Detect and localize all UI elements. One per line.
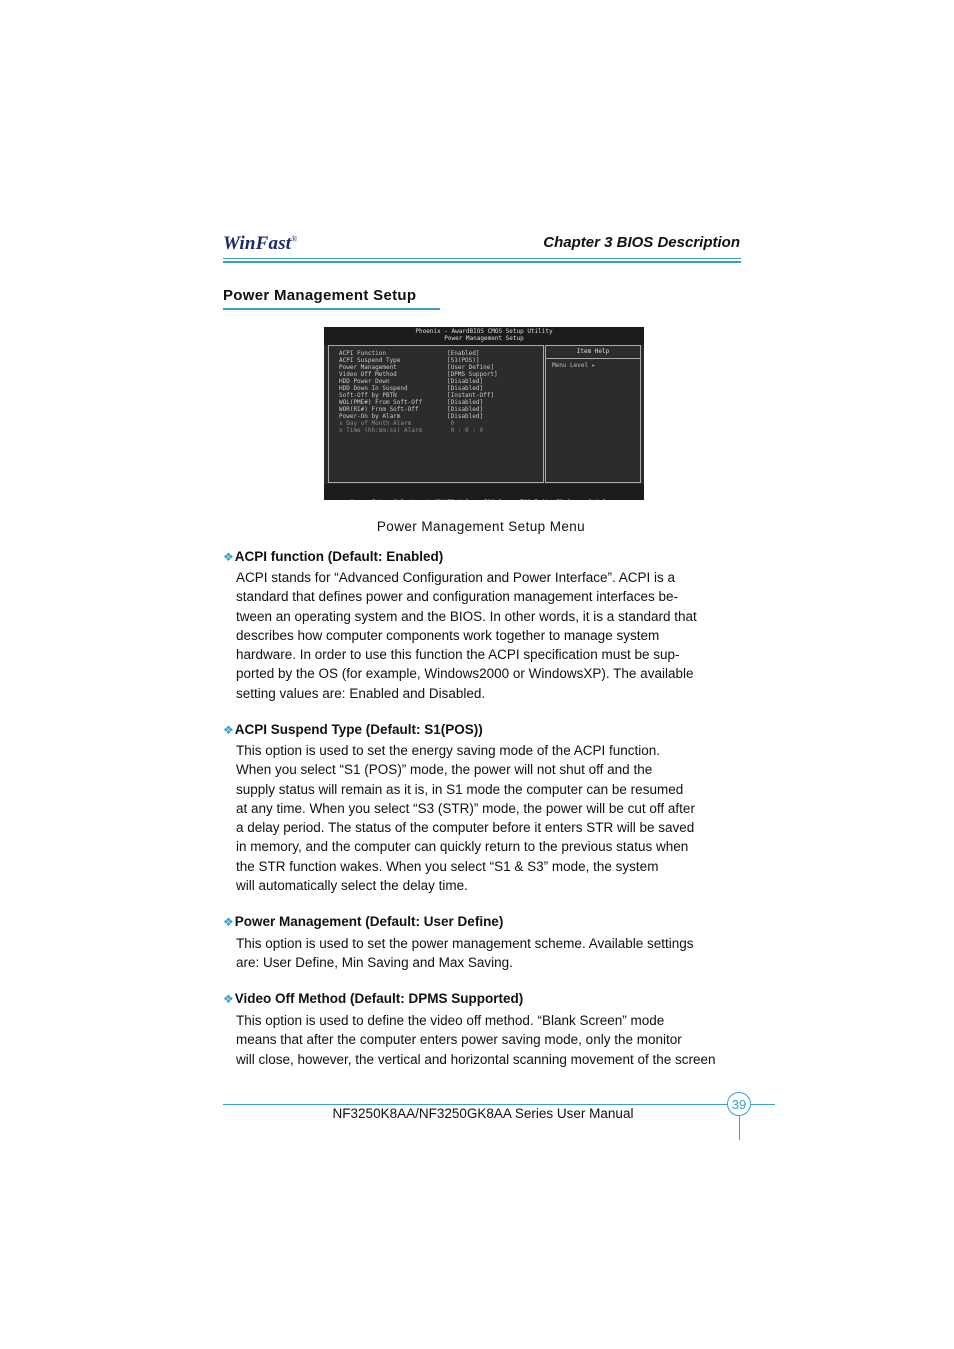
winfast-logo (223, 233, 298, 255)
bios-row: Video Off Method [DPMS Support] (339, 371, 498, 378)
bios-row: HDD Power Down [Disabled] (339, 378, 484, 385)
item-heading: ❖Power Management (Default: User Define) (223, 914, 504, 929)
bios-help-title: Item Help (546, 346, 640, 359)
bios-item-help-panel (545, 345, 641, 483)
item-heading: ❖Video Off Method (Default: DPMS Supported) (223, 991, 524, 1006)
bios-row: Soft-Off by PBTN [Instant-Off] (339, 392, 494, 399)
diamond-bullet-icon: ❖ (223, 723, 234, 737)
diamond-bullet-icon: ❖ (223, 992, 234, 1006)
bios-row: Power Management [User Define] (339, 364, 494, 371)
chapter-title: Chapter 3 BIOS Description (543, 234, 740, 251)
header-rule-thin (223, 258, 741, 259)
section-underline (223, 308, 440, 310)
bios-titlebar (324, 327, 644, 345)
figure-caption: Power Management Setup Menu (376, 519, 586, 534)
diamond-bullet-icon: ❖ (223, 550, 234, 564)
bios-help-body: Menu Level ▸ (552, 362, 596, 369)
page-number: 39 (727, 1092, 751, 1116)
bios-settings-panel (328, 345, 544, 483)
header-rule-thick (223, 261, 741, 263)
item-paragraph: ACPI stands for “Advanced Configuration and Power Interface”. ACPI is a standard that defines power and configuration management interfaces be- tween an operating system and the BIOS. In other words, it is a standard that describes how computer components work together to manage system hardware. In order to use this function the ACPI specification must be sup- ported by the OS (for example, Windows2000 or WindowsXP). The available setting values are: Enabled and Disabled. (236, 570, 697, 701)
item-paragraph: This option is used to define the video off method. “Blank Screen” mode means that after the computer enters power saving mode, only the monitor will close, however, the vertical and horizontal scanning movement of the screen (236, 1013, 716, 1067)
bios-row: x Time (hh:mm:ss) Alarm 0 : 0 : 0 (339, 427, 484, 434)
item-paragraph: This option is used to set the power management scheme. Available settings are: User Define, Min Saving and Max Saving. (236, 936, 694, 971)
bios-screenshot (324, 327, 644, 500)
manual-title: NF3250K8AA/NF3250GK8AA Series User Manual (332, 1106, 634, 1121)
logo-text: WinFast (223, 233, 292, 254)
item-paragraph: This option is used to set the energy saving mode of the ACPI function. When you select “S1 (POS)” mode, the power will not shut off and the supply status will remain as it is, in S1 mode the computer can be resumed at any time. When you select “S3 (STR)” mode, the power will be cut off after a delay period. The status of the computer before it enters STR will be saved in memory, and the computer can quickly return to the previous status when the STR function wakes. When you select “S1 & S3” mode, the system will automatically select the delay time. (236, 743, 695, 894)
bios-row: WOR(RI#) From Soft-Off [Disabled] (339, 406, 484, 413)
item-heading: ❖ACPI Suspend Type (Default: S1(POS)) (223, 722, 483, 737)
diamond-bullet-icon: ❖ (223, 915, 234, 929)
bios-title-line1: Phoenix - AwardBIOS CMOS Setup Utility (415, 328, 553, 335)
bios-row: ACPI Function [Enabled] (339, 350, 480, 357)
bios-row: WOL(PME#) From Soft-Off [Disabled] (339, 399, 484, 406)
bios-row: HDD Down In Suspend [Disabled] (339, 385, 484, 392)
footer-rule (223, 1104, 775, 1105)
bios-key-legend (324, 484, 644, 500)
bios-row: Power-On by Alarm [Disabled] (339, 413, 484, 420)
bios-row: ACPI Suspend Type [S1(POS)] (339, 357, 480, 364)
section-title: Power Management Setup (223, 287, 417, 304)
bios-title-line2: Power Management Setup (444, 335, 524, 342)
logo-registered-mark: ® (291, 234, 298, 244)
bios-row: x Day of Month Alarm 0 (339, 420, 455, 427)
bios-footer-line1 (332, 499, 644, 500)
item-heading: ❖ACPI function (Default: Enabled) (223, 549, 444, 564)
